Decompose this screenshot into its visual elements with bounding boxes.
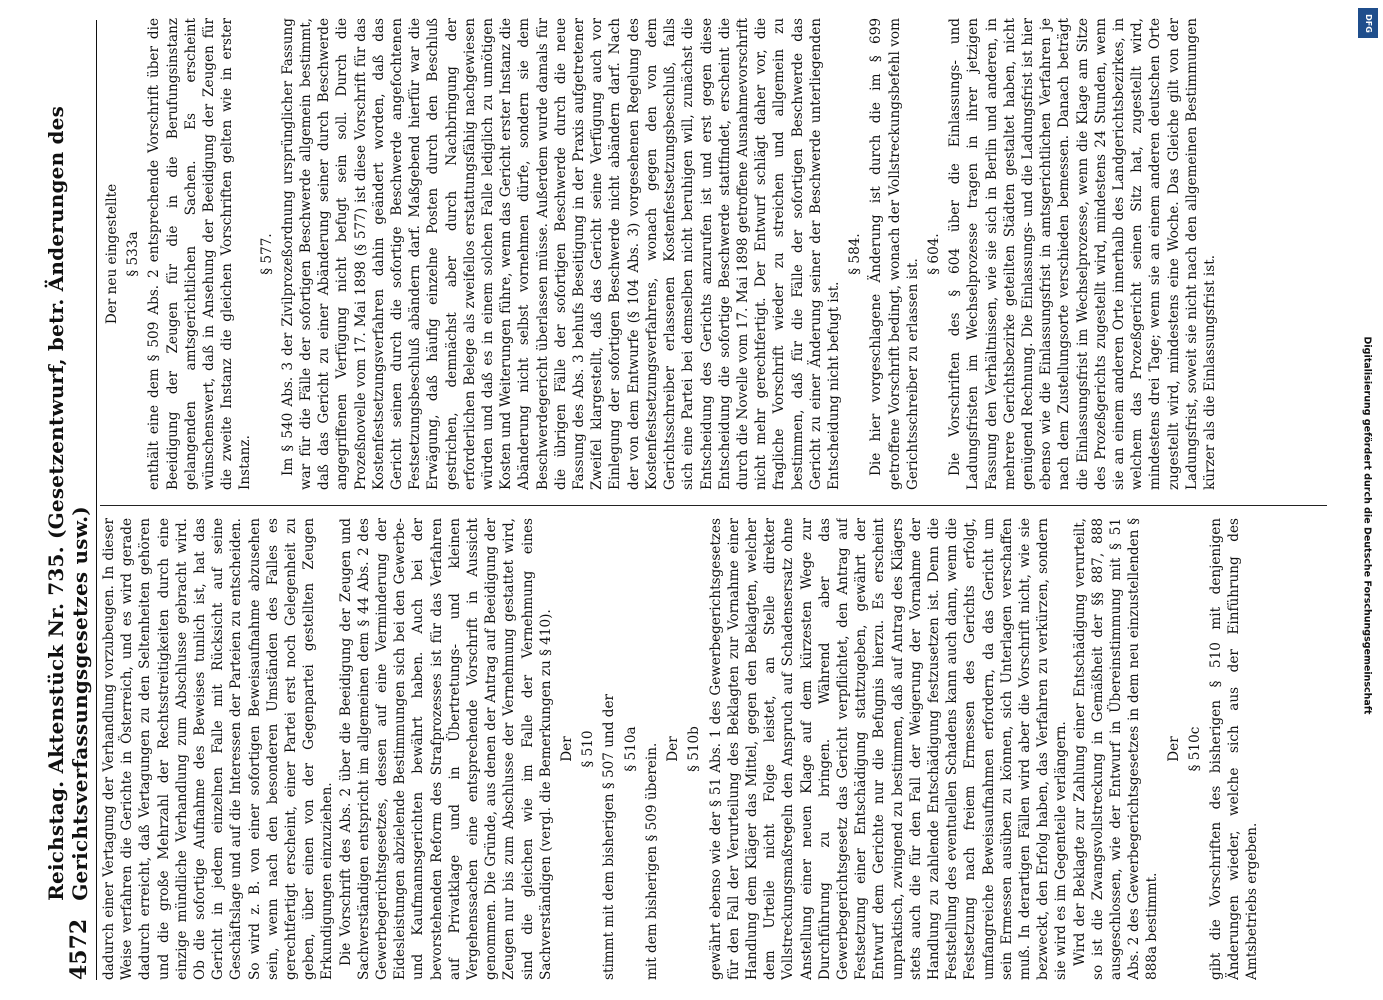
paragraph: Die Vorschriften des § 604 über die Einlassungs- und Ladungsfristen im Wechselprozesse tragen in ihrer jetzigen Fassung den Verhältnissen, wie sie sich in Berlin und anderen, in mehrere Gerichtsbezirke geteilten Städten gestaltet haben, nicht genügend Rechnung. Die Einlassungs- und die Ladungsfrist ist hier ebenso wie die Einlassungsfrist in amtsgerichtlichen Verfahren je nach dem Zustellungsorte verschieden bemessen. Danach beträgt die Einlassungsfrist im Wechselprozesse, wenn die Klage am Sitze des Prozeßgerichts zugestellt wird, mindestens 24 Stunden, wenn sie an einem anderen Orte innerhalb des Landgerichtsbezirkes, in welchem das Prozeßgericht seinen Sitz hat, zugestellt wird, mindestens drei Tage; wenn sie an einem anderen deutschen Orte zugestellt wird, mindestens eine Woche. Das Gleiche gilt von der Ladungsfrist, soweit sie nicht nach den allgemeinen Bestimmungen kürzer als die Einlassungsfrist ist. [947, 18, 1218, 490]
digitization-sidebar [1357, 0, 1379, 1000]
paragraph: Im § 540 Abs. 3 der Zivilprozeßordnung ursprünglicher Fassung war für die Fälle der sofortigen Beschwerde allgemein bestimmt, daß das Gericht zu einer Abänderung seiner durch Beschwerde angegriffenen Verfügung nicht befugt sein soll. Durch die Prozeßnovelle vom 17. Mai 1898 (§ 577) ist diese Vorschrift für das Kostenfestsetzungsverfahren dahin geändert worden, daß das Gericht seinen durch die sofortige Beschwerde angefochtenen Festsetzungsbeschluß abändern darf. Maßgebend hierfür war die Erwägung, daß häufig einzelne Posten durch den Beschluß gestrichen, demnächst aber durch Nachbringung der erforderlichen Belege als zweifellos erstattungsfähig nachgewiesen würden und daß es in einem solchen Falle lediglich zu unnötigen Kosten und Weiterungen führe, wenn das Gericht erster Instanz die Abänderung nicht selbst vornehmen dürfe, sondern sie dem Beschwerdegericht überlassen müsse. Außerdem wurde damals für die übrigen Fälle der sofortigen Beschwerde durch die neue Fassung des Abs. 3 behufs Beseitigung in der Praxis aufgetretener Zweifel klargestellt, daß das Gericht seine Verfügung auch vor Einlegung der sofortigen Beschwerde nicht abändern darf. Nach der von dem Entwurfe (§ 104 Abs. 3) vorgesehenen Regelung des Kostenfestsetzungsverfahrens, wonach gegen den von dem Gerichtsschreiber erlassenen Kostenfestsetzungsbeschluß, falls sich eine Partei bei demselben nicht beruhigen will, zunächst die Entscheidung des Gerichts anzurufen ist und erst gegen diese Entscheidung die sofortige Beschwerde stattfindet, erscheint die durch die Novelle vom 17. Mai 1898 getroffene Ausnahmevorschrift nicht mehr gerechtfertigt. Der Entwurf schlägt daher vor, die fragliche Vorschrift wieder zu streichen und allgemein zu bestimmen, daß für die Fälle der sofortigen Beschwerde das Gericht zu einer Änderung seiner der Beschwerde unterliegenden Entscheidung nicht befugt ist. [279, 18, 842, 490]
paragraph: dadurch einer Vertagung der Verhandlung vorzubeugen. In dieser Weise verfahren die Gerichte in Österreich, und es wird gerade dadurch erreicht, daß Vertagungen zu den Seltenheiten gehören und die große Mehrzahl der Rechtsstreitigkeiten durch eine einzige mündliche Verhandlung zum Abschlusse gebracht wird. Ob die sofortige Aufnahme des Beweises tunlich ist, hat das Gericht in jedem einzelnen Falle mit Rücksicht auf seine Geschäftslage und auf die Interessen der Parteien zu entscheiden. So wird z. B. von einer sofortigen Beweisaufnahme abzusehen sein, wenn nach den besonderen Umständen des Falles es gerechtfertigt erscheint, einer Partei erst noch Gelegenheit zu geben, über einen von der Gegenpartei gestellten Zeugen Erkundigungen einzuziehen. [101, 518, 336, 980]
section-heading: § 584. [847, 233, 864, 275]
paragraph: Die Vorschrift des Abs. 2 über die Beeidigung der Zeugen und Sachverständigen entspricht im allgemeinen dem § 44 Abs. 2 des Gewerbegerichtsgesetzes, dessen auf eine Verminderung der Eidesleistungen abzielende Bestimmungen sich bei den Gewerbe- und Kaufmannsgerichten bewährt haben. Auch bei der bevorstehenden Reform des Strafprozesses ist für das Verfahren auf Privatklage und in Übertretungs- und kleinen Vergehenssachen eine entsprechende Vorschrift in Aussicht genommen. Die Gründe, aus denen der Antrag auf Beeidigung der Zeugen nur bis zum Abschlusse der Vernehmung gestattet wird, sind die gleichen wie im Falle der Vernehmung eines Sachverständigen (vergl. die Bemerkungen zu § 410). [337, 518, 554, 980]
page-header [44, 20, 97, 980]
column-divider [100, 505, 1327, 506]
funding-note: Digitalisierung gefördert durch die Deutsche Forschungsgemeinschaft [1361, 336, 1373, 715]
paragraph: enthält eine dem § 509 Abs. 2 entsprechende Vorschrift über die Beeidigung der Zeugen für die in die Berufungsinstanz gelangenden amtsgerichtlichen Sachen. Es erscheint wünschenswert, daß in Ansehung der Beeidigung der Zeugen für die zweite Instanz die gleichen Vorschriften gelten wie in erster Instanz. [146, 18, 254, 490]
section-heading: § 510a [622, 726, 639, 772]
running-title: Reichstag. Aktenstück Nr. 735. (Gesetzentwurf, betr. Änderungen des Gerichtsverfassungsgesetzes usw.) [44, 105, 92, 901]
paragraph: Wird der Beklagte zur Zahlung einer Entschädigung verurteilt, so ist die Zwangsvollstreckung in Gemäßheit der §§ 887, 888 ausgeschlossen, wie der Entwurf in Übereinstimmung mit § 51 Abs. 2 des Gewerbegerichtsgesetzes in dem neu einzustellenden § 888a bestimmt. [1071, 518, 1161, 980]
paragraph: gewährt ebenso wie der § 51 Abs. 1 des Gewerbegerichtsgesetzes für den Fall der Verurteilung des Beklagten zur Vornahme einer Handlung dem Kläger das Mittel, gegen den Beklagten, welcher dem Urteile nicht Folge leistet, an Stelle direkter Vollstreckungsmaßregeln den Anspruch auf Schadensersatz ohne Anstellung einer neuen Klage auf dem kürzesten Wege zur Durchführung zu bringen. Während aber das Gewerbegerichtsgesetz das Gericht verpflichtet, den Antrag auf Festsetzung einer Entschädigung stattzugeben, gewährt der Entwurf dem Gerichte nur die Befugnis hierzu. Es erscheint unpraktisch, zwingend zu bestimmen, daß auf Antrag des Klägers stets auch die für den Fall der Weigerung der Vornahme der Handlung zu zahlende Entschädigung festzusetzen ist. Denn die Feststellung des eventuellen Schadens kann auch dann, wenn die Festsetzung nach freiem Ermessen des Gerichts erfolgt, umfangreiche Beweisaufnahmen erfordern, da das Gericht um sein Ermessen ausüben zu können, sich Unterlagen verschaffen muß. In derartigen Fällen wird aber die Vorschrift nicht, wie sie bezweckt, den Erfolg haben, das Verfahren zu verkürzen, sondern sie wird es im Gegenteile verlängern. [707, 518, 1070, 980]
section-heading: Der [1165, 736, 1182, 762]
section-heading: Der neu eingestellte [104, 183, 120, 325]
text-line: stimmt mit dem bisherigen § 507 und der [601, 694, 618, 980]
section-heading: § 604. [925, 233, 942, 275]
section-heading: Der [559, 736, 576, 762]
section-heading: Der [665, 736, 682, 762]
section-heading: § 510 [580, 730, 597, 768]
section-heading: § 510b [686, 726, 703, 772]
section-heading: § 533a [125, 231, 142, 277]
page-number: 4572 [66, 918, 92, 980]
text-line: mit dem bisherigen § 509 überein. [643, 742, 660, 980]
dfg-logo: DFG [1358, 8, 1378, 38]
section-heading: § 577. [258, 233, 275, 275]
paragraph: gibt die Vorschriften des bisherigen § 510 mit denjenigen Änderungen wieder, welche sich aus der Einführung des Amtsbetriebs ergeben. [1207, 518, 1261, 980]
left-column [100, 518, 1327, 980]
paragraph: Die hier vorgeschlagene Änderung ist durch die im § 699 getroffene Vorschrift bedingt, wonach der Vollstreckungsbefehl vom Gerichtsschreiber zu erlassen ist. [868, 18, 921, 490]
right-column [100, 18, 1327, 490]
section-heading: § 510c [1186, 726, 1203, 772]
